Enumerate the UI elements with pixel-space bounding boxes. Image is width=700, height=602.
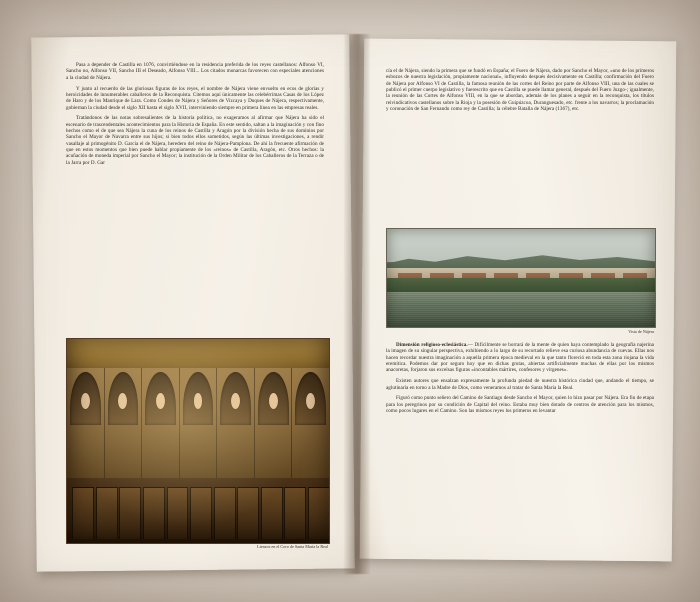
paragraph-rest: — Difícilmente se borrará de la mente de quien haya contemplado la geografía najerina la imagen de su singular perspectiva, exhibiendo a lo largo de su recortado relieve esa curiosa abundancia de cuevas. Ellas nos hacen recordar nuestra imaginación a aquella primera época medieval en la que tanto floreció en toda esta zona riojana la vida eremítica. Podemos dar por seguro hoy que en dichas grutas, abiertas artificialmente muchas de ellas por los mismos anacoretas, forjaron sus excelsas figuras «incontables mártires, confesores y vírgenes». [386,342,654,374]
paragraph: cía el de Nájera, siendo la primera que se fundó en España; el Fuero de Nájera, dado por Sancho el Mayor, «uno de los primeros esbozos de nuestra legislación, propiamente nacional», influyendo después decisivamente en Castilla; confirmación del Fuero de Nájera por Alfonso VI de Castilla, la famosa reunión de las cortes del Reino por parte de Alfonso VIII, una de las cuales se publicó el primer cuerpo legislativo y fuerescrito que en Castilla se puede llamar general, después del Fuero Juzgo-; igualmente, la reunión de las Cortes de Alfonso VIII, en la que se abordan, además de los planes a seguir en la reconquista, los títulos reivindicativos castellanos sobre la Rioja y la posesión de Guipúzcoa, Duranguesado, etc. frente a los navarros; la proclamación y coronación de San Fernando como rey de Castilla; la célebre Batalla de Nájera (1367), etc. [386,68,654,113]
paragraph-with-heading [386,342,654,374]
right-page-text-bottom [386,342,654,419]
section-heading: Dimensión religioso-eclesiástica. [396,342,468,348]
paragraph: Tratándonos de las notas sobresalientes de la historia política, no exageramos al afirmar que Nájera ha sido el escenario de trascendentales acontecimientos para la Historia de España. En este sentido, saltan a la imaginación y con fino hechos como el de que sea Nájera la cuna de los reinos de Castilla y Aragón por la división hecha de sus dominios por Sancho el Mayor de Navarra entre sus hijos; si bien todos ellos sometidos, según las últimas investigaciones, a rendir vasallaje al primogénito D. García el de Nájera, heredero del reino de Nájera-Pamplona. De ahí la frecuente afirmación de que en estos momentos que bien puede hablar propiamente de los «reinos» de Castilla, Aragón, etc. Otros hechos: la acuñación de moneda imperial por Sancho el Mayor; la institución de la Orden Militar de los Caballeros de la Terraza o de la Jarra por D. Gar [66,115,324,166]
choir-stalls-fresco-photo [66,338,330,544]
right-page-text-top [386,68,654,117]
paragraph: Figuró como punto señero del Camino de Santiago desde Sancho el Mayor, quien lo hizo pasar por Nájera. Era fin de etapa para los peregrinos por su condición de Capital del reino. Estaba muy bien dotado de centros de atención para los mismos, como pocos lugares en el Camino. Son las mismos reyes los primeros en levantar [386,395,654,415]
paragraph: Y junto al recuerdo de las gloriosas figuras de los reyes, el nombre de Nájera viene envuelto en ecos de glorias y heroicidades de innumerables caballeros de la Reconquista. Citemos aquí únicamente las celebérrimas Casas de los López de Haro y de los Manrique de Lara. Como Condes de Nájera y Señores de Vizcaya y Duques de Nájera, respectivamente, gobiernan la ciudad desde el siglo XII hasta el siglo XVII, interviniendo siempre en primera línea en las empresas reales. [66,85,324,111]
left-page-text-column [66,62,324,171]
paragraph: Existen autores que ensalzan expresamente la profunda piedad de nuestra histórica ciudad que, andando el tiempo, se aglutinaría en torno a la Madre de Dios, como veneramos al tratar de Santa María la Real. [386,378,654,391]
book-gutter [344,34,370,574]
paragraph: Pasa a depender de Castilla en 1076, convirtiéndose en la residencia preferida de los reyes castellanos: Alfonso VI, Sancho no, Alfonso VII, Sancho III el Deseado, Alfonso VIII... Los citados monarcas favorecen con especiales atenciones a la ciudad de Nájera. [66,62,324,81]
left-photo-caption: Lienzos en el Coro de Santa María la Real [257,544,328,549]
najera-view-photo [386,228,656,328]
right-photo-caption: Vista de Nájera [628,329,654,334]
